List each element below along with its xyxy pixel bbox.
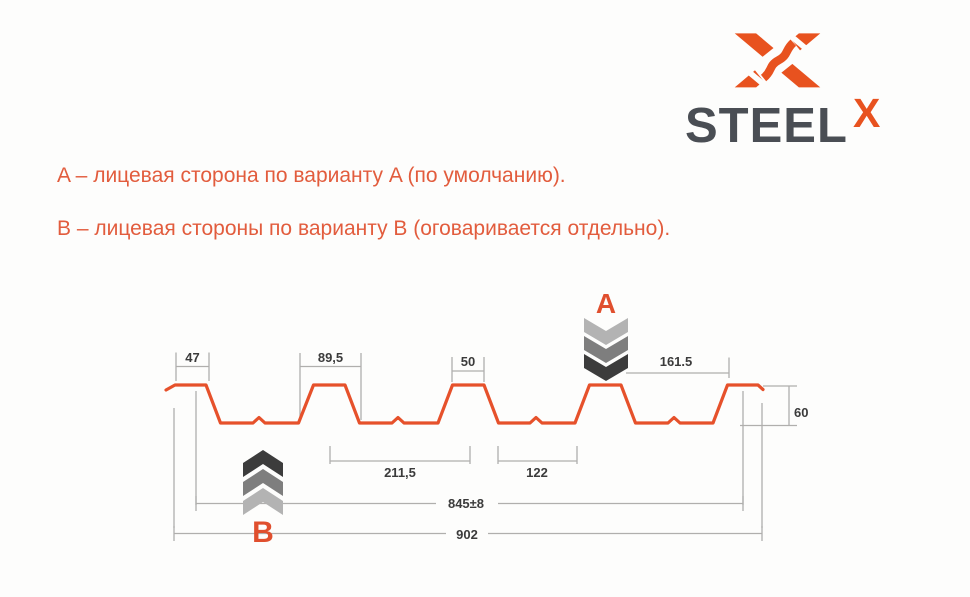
- dim-rib-pitch: 211,5: [384, 465, 416, 480]
- note-variant-b: B – лицевая стороны по варианту B (оговаривается отдельно).: [57, 217, 671, 240]
- dim-height-lines: [740, 386, 797, 426]
- profile-outline: [166, 385, 763, 423]
- note-variant-a: A – лицевая сторона по варианту A (по умолчанию).: [57, 164, 566, 187]
- dim-end-spacing: 161.5: [659, 354, 693, 369]
- marker-b-chevrons-icon: [243, 450, 283, 515]
- dim-valley-width-lines: [498, 446, 577, 464]
- marker-a-label: A: [595, 288, 617, 319]
- dim-edge-flange: 47: [185, 350, 200, 365]
- dim-rib-pitch-lines: [330, 446, 470, 464]
- brand-superscript-x: X: [853, 90, 881, 136]
- dim-overall-width: 902: [456, 527, 478, 542]
- dim-valley-width: 122: [526, 465, 548, 480]
- dim-rib-top: 50: [460, 354, 476, 369]
- marker-b-label: B: [252, 516, 274, 549]
- dim-height: 60: [794, 405, 809, 420]
- dim-useful-width: 845±8: [447, 496, 485, 511]
- brand-name: STEEL: [685, 99, 848, 153]
- dim-rib-base: 89,5: [317, 350, 344, 365]
- marker-a-chevrons-icon: [584, 318, 628, 381]
